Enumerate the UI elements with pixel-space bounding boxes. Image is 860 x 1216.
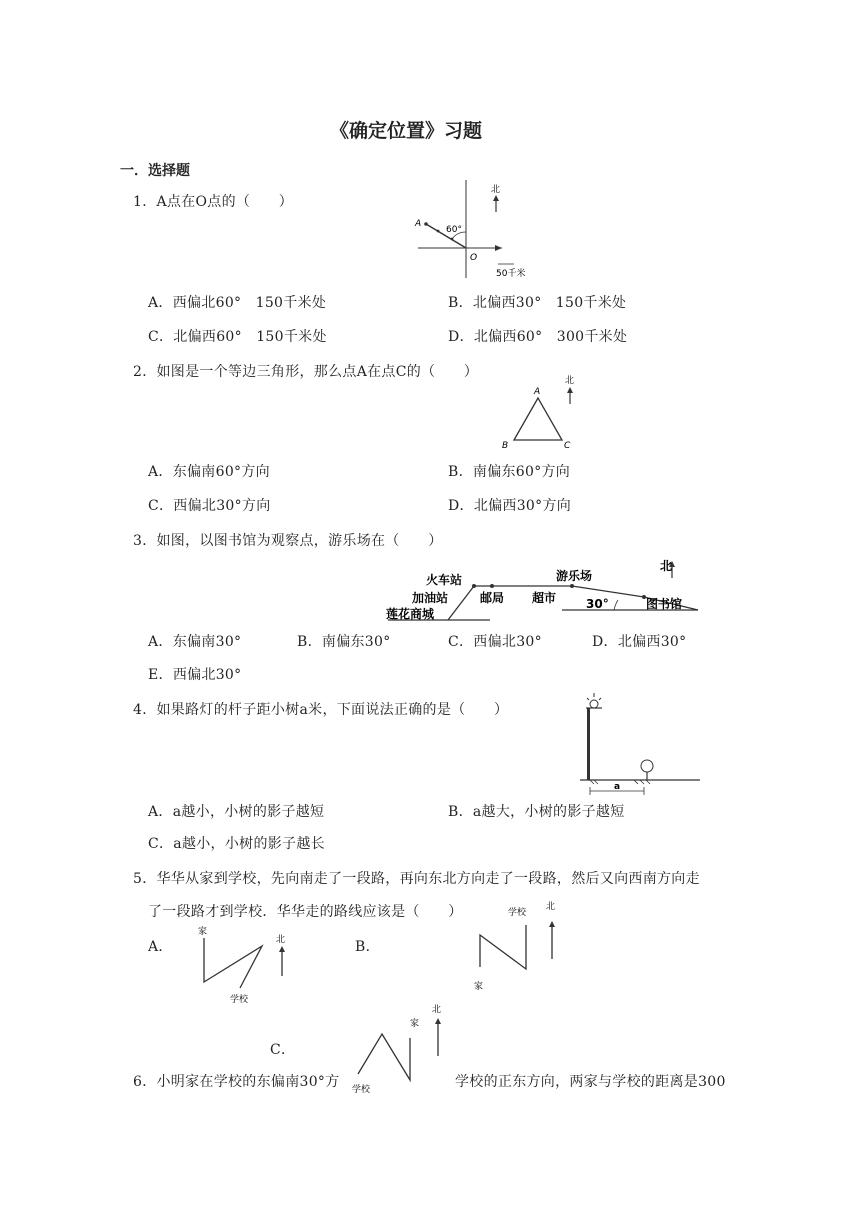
q3-station-label: 火车站 [426, 573, 463, 587]
q5-option-a-figure[interactable] [190, 920, 300, 1010]
q5-option-b-figure[interactable] [470, 895, 570, 995]
q4-distance-label: a [614, 782, 621, 792]
question-2-figure [498, 370, 588, 456]
q5a-home-label: 家 [198, 927, 208, 937]
q3-north-label: 北 [660, 559, 673, 573]
q5b-home-label: 家 [474, 982, 484, 992]
q2-point-b-label: B [502, 441, 509, 451]
question-5-line-2: 了一段路才到学校．华华走的路线应该是（ ） [148, 904, 463, 920]
q2-point-c-label: C [564, 441, 571, 451]
q3-option-b[interactable]: B．南偏东30° [297, 634, 391, 650]
q1-angle-label: 60° [446, 225, 462, 235]
q4-option-b[interactable]: B．a越大，小树的影子越短 [448, 804, 625, 820]
question-4-figure [578, 690, 702, 802]
q1-scale-label: 50千米 [496, 269, 526, 279]
q3-library-label: 图书馆 [646, 597, 683, 611]
q3-option-d[interactable]: D．北偏西30° [592, 634, 687, 650]
q5-option-c[interactable]: C． [270, 1042, 296, 1058]
q3-option-c[interactable]: C．西偏北30° [448, 634, 542, 650]
q5-option-c-figure[interactable] [352, 998, 452, 1094]
q2-point-a-label: A [534, 387, 541, 397]
q5a-north-label: 北 [276, 935, 286, 945]
q5a-school-label: 学校 [230, 995, 249, 1005]
q5c-school-label: 学校 [352, 1085, 371, 1095]
question-1-figure [410, 178, 526, 284]
q2-option-d[interactable]: D．北偏西30°方向 [448, 498, 572, 514]
q1-option-a[interactable]: A．西偏北60° 150千米处 [148, 295, 327, 311]
q2-option-b[interactable]: B．南偏东60°方向 [448, 464, 571, 480]
q3-angle-label: 30° [586, 597, 609, 611]
q5c-home-label: 家 [410, 1019, 420, 1029]
q3-post-label: 邮局 [480, 591, 505, 605]
question-4-text: 4．如果路灯的杆子距小树a米，下面说法正确的是（ ） [133, 702, 509, 718]
q4-option-c[interactable]: C．a越小，小树的影子越长 [148, 836, 325, 852]
q3-option-e[interactable]: E．西偏北30° [148, 667, 242, 683]
question-6-text-left: 6．小明家在学校的东偏南30°方 [133, 1074, 340, 1090]
q1-point-o-label: O [470, 253, 478, 263]
q2-option-c[interactable]: C．西偏北30°方向 [148, 498, 271, 514]
q3-park-label: 游乐场 [556, 569, 593, 583]
section-heading: 一．选择题 [120, 163, 190, 179]
q3-market-label: 超市 [532, 591, 557, 605]
q5-option-a[interactable]: A． [148, 939, 173, 955]
q4-option-a[interactable]: A．a越小，小树的影子越短 [148, 804, 325, 820]
q5b-north-label: 北 [546, 902, 556, 912]
q3-gas-label: 加油站 [412, 591, 449, 605]
q5b-school-label: 学校 [508, 908, 527, 918]
q5-option-b[interactable]: B． [355, 939, 380, 955]
question-5-line-1: 5．华华从家到学校，先向南走了一段路，再向东北方向走了一段路，然后又向西南方向走 [133, 871, 700, 887]
q5c-north-label: 北 [432, 1005, 442, 1015]
question-3-text: 3．如图，以图书馆为观察点，游乐场在（ ） [133, 533, 443, 549]
q1-north-label: 北 [491, 185, 501, 195]
q1-option-b[interactable]: B．北偏西30° 150千米处 [448, 295, 627, 311]
q3-option-a[interactable]: A．东偏南30° [148, 634, 242, 650]
q2-north-label: 北 [565, 376, 575, 386]
q1-option-c[interactable]: C．北偏西60° 150千米处 [148, 329, 327, 345]
q2-option-a[interactable]: A．东偏南60°方向 [148, 464, 270, 480]
q3-mall-label: 莲花商城 [386, 607, 435, 621]
page-title: 《确定位置》习题 [330, 120, 483, 142]
question-6-text-right: 学校的正东方向，两家与学校的距离是300 [455, 1074, 726, 1090]
question-2-text: 2．如图是一个等边三角形，那么点A在点C的（ ） [133, 364, 479, 380]
q1-point-a-label: A [415, 219, 422, 229]
question-3-figure [382, 552, 702, 626]
q1-option-d[interactable]: D．北偏西60° 300千米处 [448, 329, 628, 345]
question-1-text: 1．A点在O点的（ ） [133, 194, 294, 210]
